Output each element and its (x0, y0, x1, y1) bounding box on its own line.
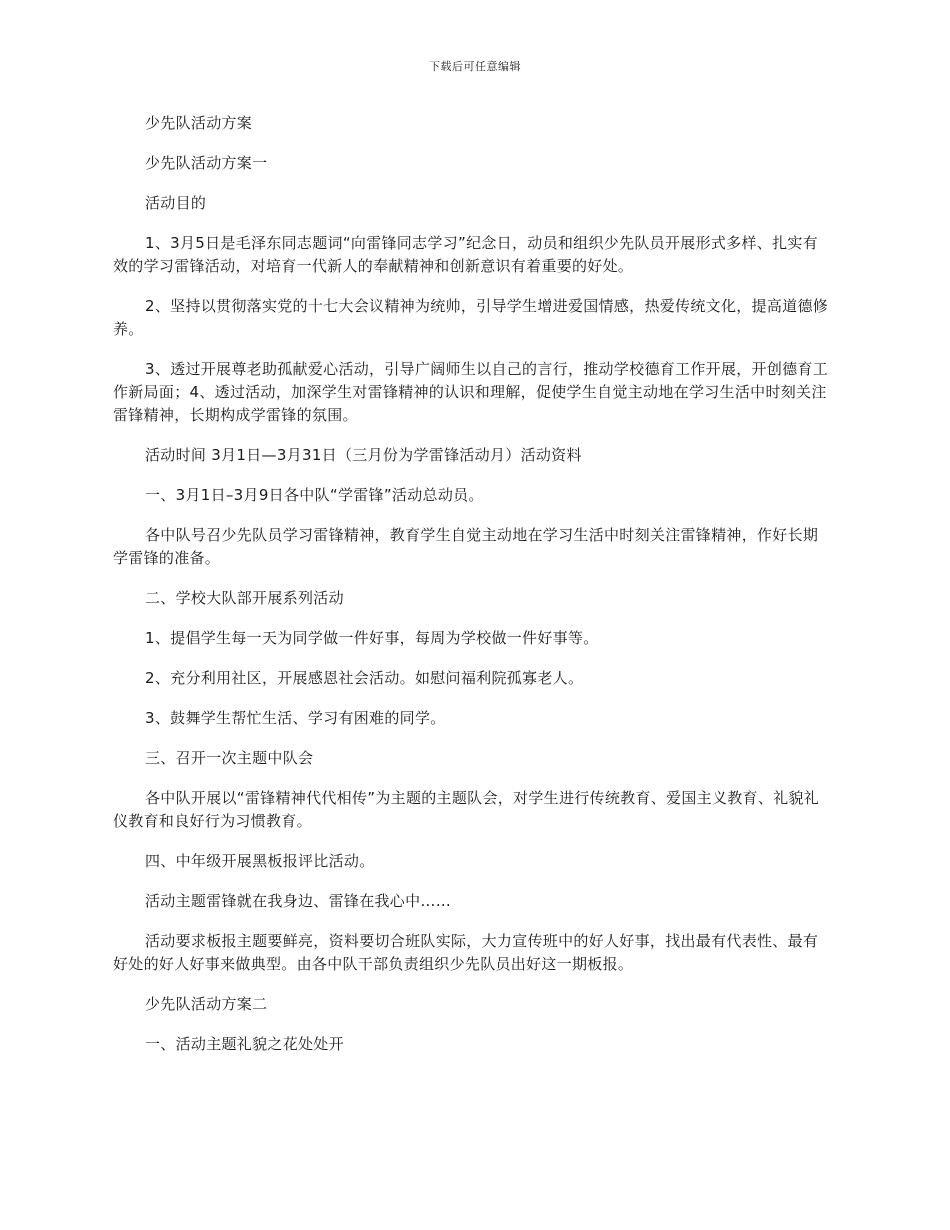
paragraph-purpose-1: 1、3月5日是毛泽东同志题词“向雷锋同志学习”纪念日，动员和组织少先队员开展形式多样、扎实有效的学习雷锋活动，对培育一代新人的奉献精神和创新意识有着重要的好处。 (113, 234, 818, 275)
paragraph-meeting-detail: 各中队开展以“雷锋精神代代相传”为主题的主题队会，对学生进行传统教育、爱国主义教育、礼貌礼仪教育和良好行为习惯教育。 (113, 789, 820, 830)
heading-purpose: 活动目的 (145, 194, 207, 212)
item-one-mobilization: 一、3月1日–3月9日各中队“学雷锋”活动总动员。 (145, 486, 484, 504)
item-one-theme-courtesy: 一、活动主题礼貌之花处处开 (145, 1035, 344, 1053)
paragraph-purpose-2: 2、坚持以贯彻落实党的十七大会议精神为统帅，引导学生增进爱国情感，热爱传统文化，提高道德修养。 (113, 297, 829, 338)
section-title-plan-one: 少先队活动方案一 (145, 154, 268, 172)
paragraph-series-3: 3、鼓舞学生帮忙生活、学习有困难的同学。 (145, 709, 446, 727)
item-two-series: 二、学校大队部开展系列活动 (145, 589, 344, 607)
section-title-plan-two: 少先队活动方案二 (145, 995, 268, 1013)
paragraph-blackboard-requirements: 活动要求板报主题要鲜亮，资料要切合班队实际，大力宣传班中的好人好事，找出最有代表性、最有好处的好人好事来做典型。由各中队干部负责组织少先队员出好这一期板报。 (113, 932, 819, 973)
paragraph-blackboard-theme: 活动主题雷锋就在我身边、雷锋在我心中…… (145, 892, 452, 910)
paragraph-mobilization-detail: 各中队号召少先队员学习雷锋精神，教育学生自觉主动地在学习生活中时刻关注雷锋精神，作好长期学雷锋的准备。 (113, 526, 819, 567)
document-body (113, 112, 833, 1073)
paragraph-activity-time: 活动时间 3月1日—3月31日（三月份为学雷锋活动月）活动资料 (145, 446, 582, 464)
page-header-note: 下载后可任意编辑 (429, 60, 521, 73)
item-three-meeting: 三、召开一次主题中队会 (145, 749, 314, 767)
paragraph-purpose-3-4: 3、透过开展尊老助孤献爱心活动，引导广阔师生以自己的言行，推动学校德育工作开展，开创德育工作新局面；4、透过活动，加深学生对雷锋精神的认识和理解，促使学生自觉主动地在学习生活中时刻关注雷锋精神，长期构成学雷锋的氛围。 (113, 360, 829, 424)
paragraph-series-2: 2、充分利用社区，开展感恩社会活动。如慰问福利院孤寡老人。 (145, 669, 584, 687)
paragraph-series-1: 1、提倡学生每一天为同学做一件好事，每周为学校做一件好事等。 (145, 629, 599, 647)
item-four-blackboard: 四、中年级开展黑板报评比活动。 (145, 852, 375, 870)
doc-title: 少先队活动方案 (145, 114, 253, 132)
